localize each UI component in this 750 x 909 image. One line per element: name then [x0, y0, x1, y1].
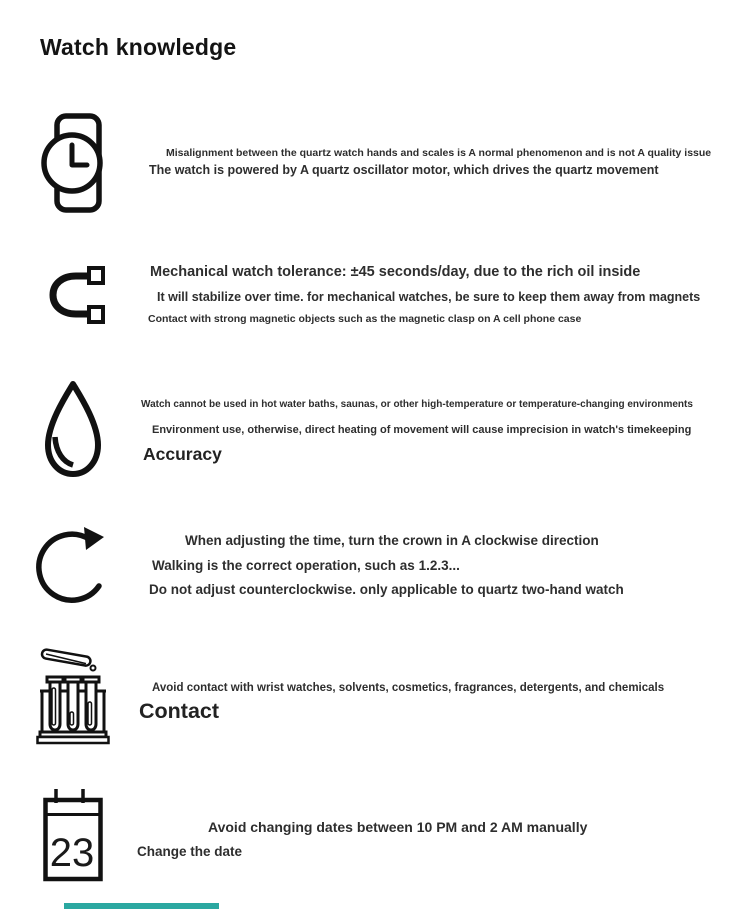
info-line: Change the date [137, 844, 243, 859]
water-drop-icon [40, 379, 106, 479]
info-line: Walking is the correct operation, such as 1.2.3... [152, 558, 460, 573]
section-heading: Contact [139, 699, 220, 723]
wrist-watch-icon [42, 113, 104, 213]
info-line: Watch cannot be used in hot water baths, saunas, or other high-temperature or temperature-changing environments [141, 399, 693, 410]
info-line: The watch is powered by A quartz oscillator motor, which drives the quartz movement [149, 163, 659, 177]
clockwise-arrow-icon [40, 523, 110, 611]
info-line: Mechanical watch tolerance: ±45 seconds/day, due to the rich oil inside [150, 264, 641, 280]
info-line: Contact with strong magnetic objects such as the magnetic clasp on A cell phone case [148, 313, 582, 325]
info-line: Do not adjust counterclockwise. only applicable to quartz two-hand watch [149, 582, 624, 597]
info-line: Avoid contact with wrist watches, solvents, cosmetics, fragrances, detergents, and chemicals [152, 682, 665, 694]
info-line: Misalignment between the quartz watch hands and scales is A normal phenomenon and is not A quality issue [166, 147, 712, 159]
teal-accent-bar [64, 903, 219, 909]
page-title: Watch knowledge [40, 34, 237, 60]
section-heading: Accuracy [143, 444, 222, 464]
info-line: Environment use, otherwise, direct heating of movement will cause imprecision in watch's timekeeping [152, 424, 692, 436]
calendar-day-number: 23 [49, 831, 95, 875]
magnet-icon [46, 265, 106, 325]
test-tubes-icon [37, 644, 109, 746]
info-line: When adjusting the time, turn the crown in A clockwise direction [185, 533, 599, 548]
calendar-icon [42, 787, 104, 883]
info-line: It will stabilize over time. for mechanical watches, be sure to keep them away from magnets [157, 290, 701, 304]
info-line: Avoid changing dates between 10 PM and 2 AM manually [208, 819, 588, 835]
